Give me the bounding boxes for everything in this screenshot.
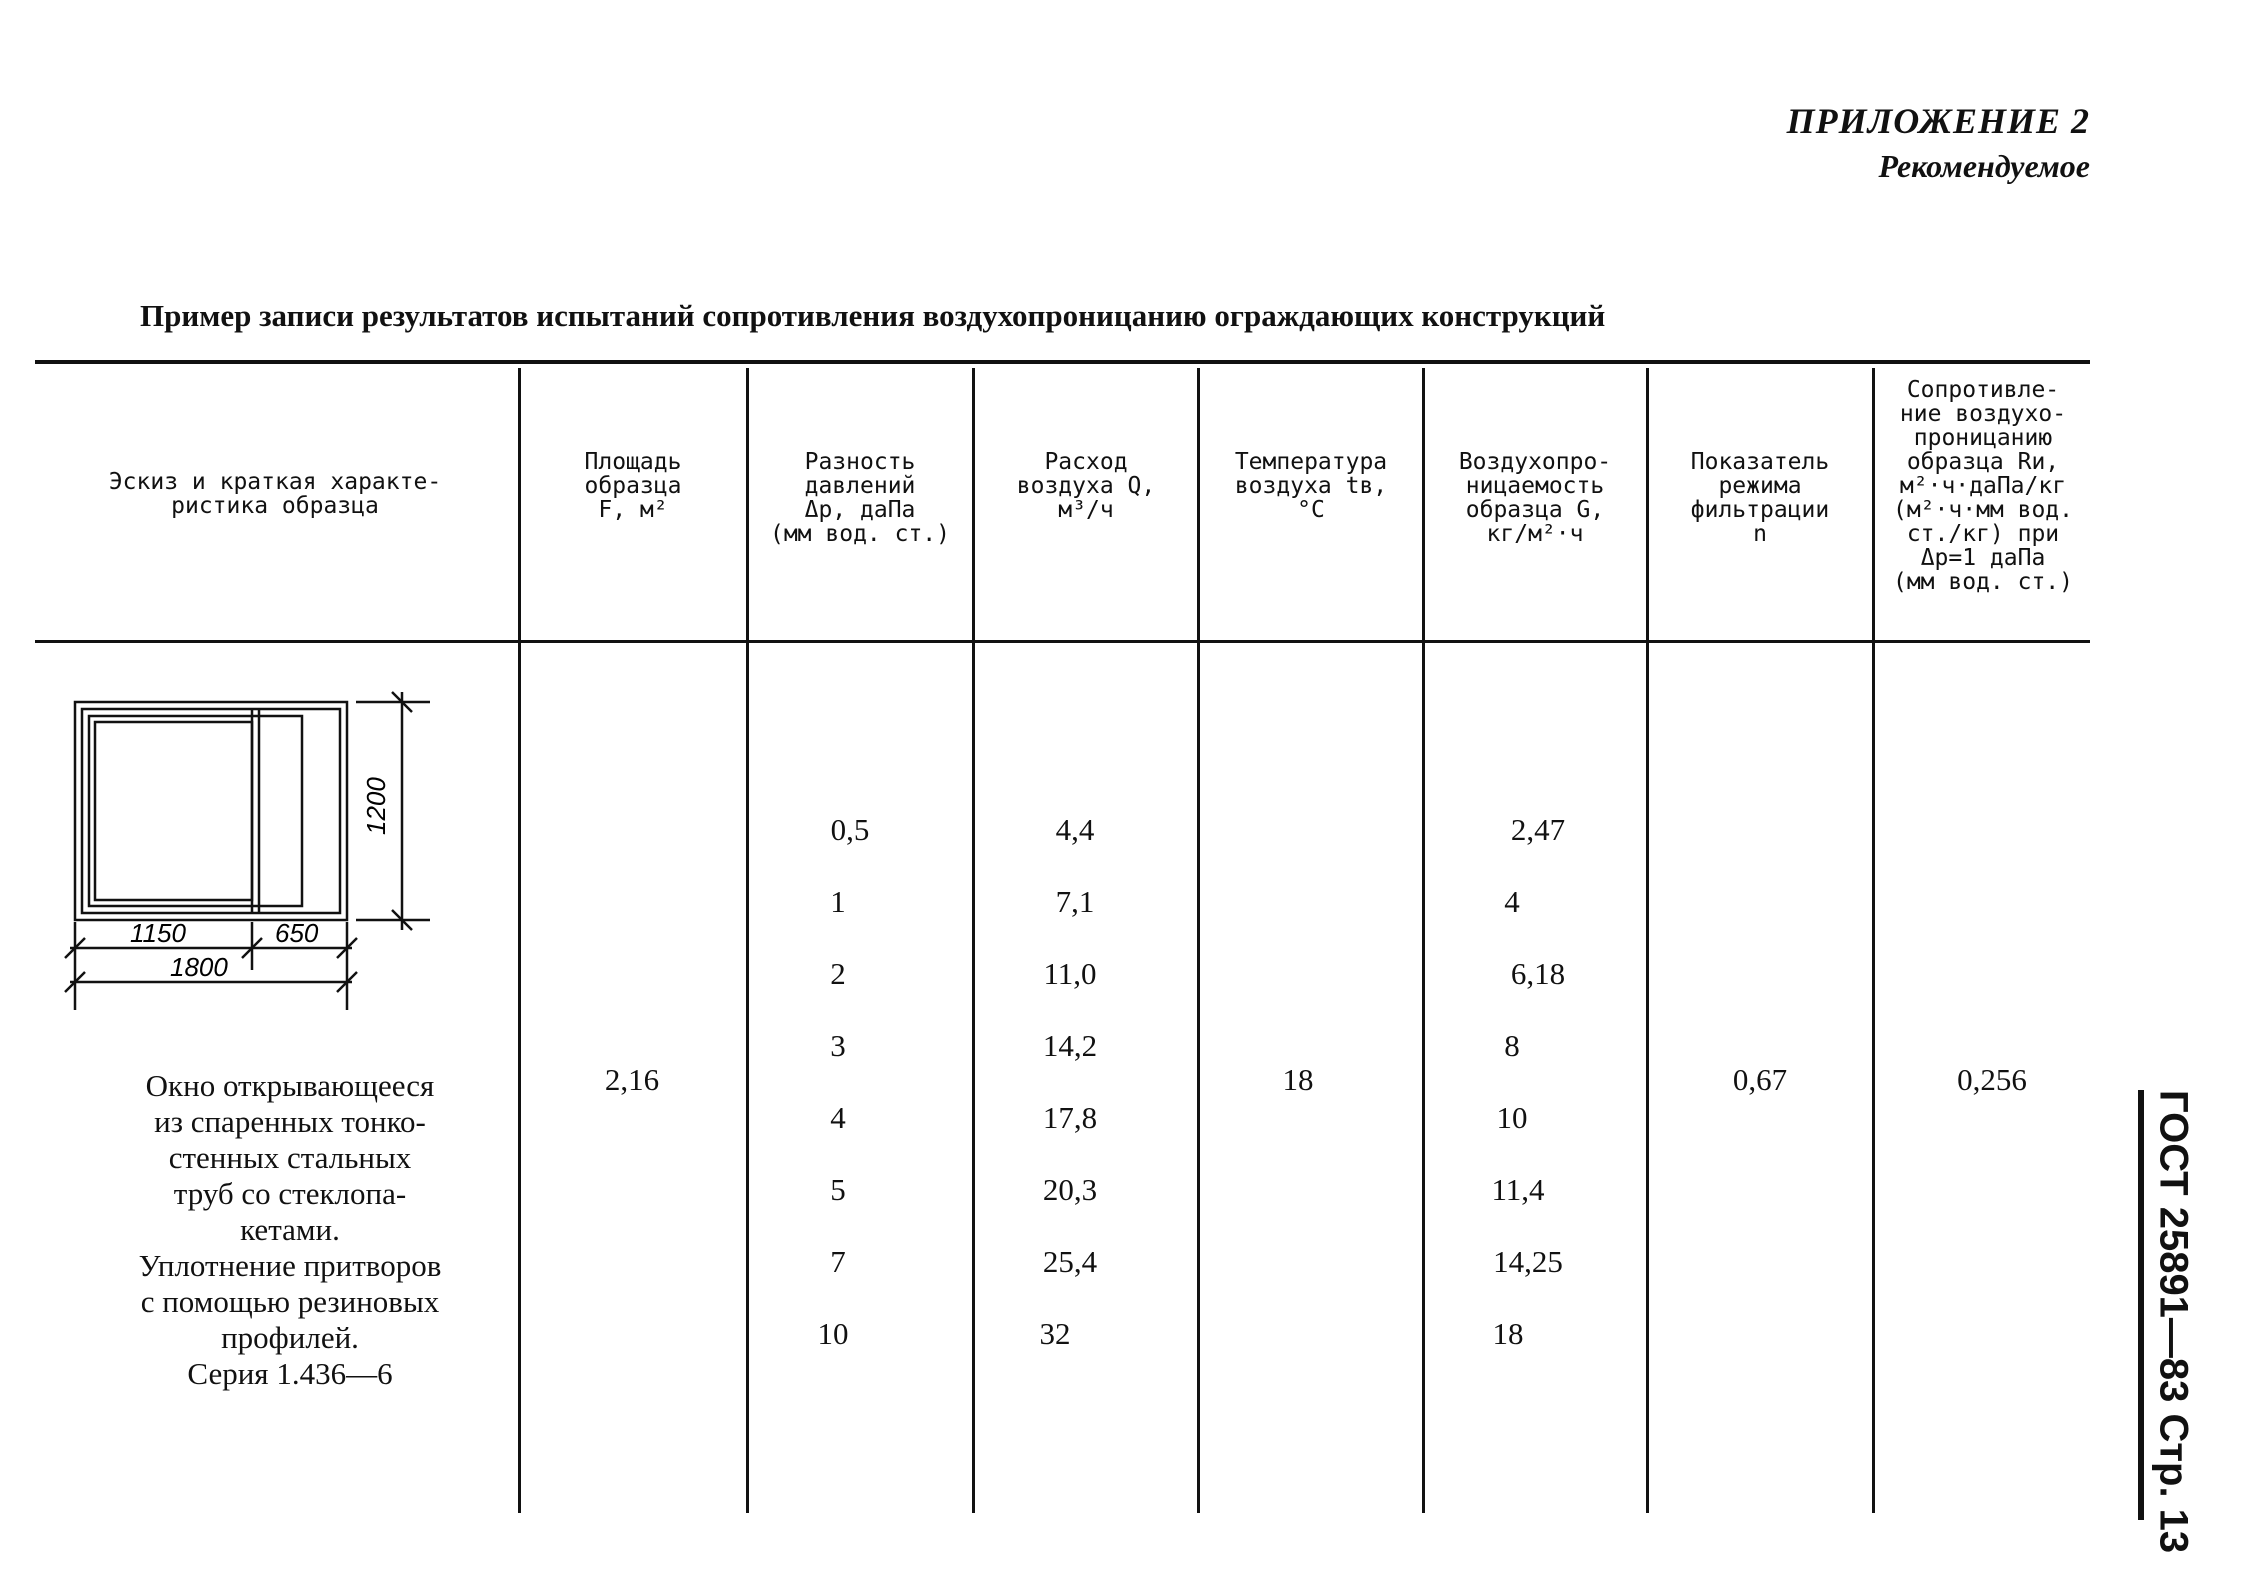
header-pressure-diff: Разность давлений Δp, даПа (мм вод. ст.) [769,449,950,547]
table-row-2-q: 11,0 [1043,956,1097,991]
header-air-temp: Температура воздуха tв, °C [1234,449,1388,523]
table-row-4-q: 17,8 [1042,1100,1098,1135]
column-divider [1422,368,1425,1513]
table-title: Пример записи результатов испытаний сопротивления воздухопроницанию ограждающих конструкций [140,298,1606,333]
table-row-6-q: 25,4 [1042,1244,1098,1279]
area-value: 2,16 [604,1062,660,1097]
window-sketch [60,680,440,1020]
table-row-5-q: 20,3 [1042,1172,1098,1207]
header-bottom-rule [35,640,2090,643]
sample-description: Окно открывающееся из спаренных тонко- стенных стальных труб со стеклопа- кетами. Уплотнение притворов с помощью резиновых профилей. Серия 1.436—6 [138,1068,442,1391]
table-row-7-g: 18 [1492,1316,1524,1351]
table-row-3-q: 14,2 [1042,1028,1098,1063]
table-row-0-q: 4,4 [1055,812,1095,847]
table-row-5-dp: 5 [830,1172,846,1207]
temperature-value: 18 [1282,1062,1314,1097]
filtration-index-value: 0,67 [1732,1062,1788,1097]
margin-gost-text: ГОСТ 25891—83 Стр. 13 [2151,1090,2196,1554]
header-sketch: Эскиз и краткая характе- ристика образца [108,469,442,519]
appendix-status: Рекомендуемое [1878,148,2090,184]
column-divider [518,368,521,1513]
column-divider [746,368,749,1513]
margin-gost-label [2138,1090,2208,1554]
appendix-header [1787,100,2090,185]
table-row-3-dp: 3 [830,1028,846,1063]
table-row-5-g: 11,4 [1491,1172,1545,1207]
table-row-6-g: 14,25 [1493,1244,1563,1279]
table-row-1-dp: 1 [830,884,846,919]
dim-1200: 1200 [361,777,391,835]
header-filtration-index: Показатель режима фильтрации n [1690,449,1830,547]
dim-1800: 1800 [170,952,228,982]
header-resistance: Сопротивле- ние воздухо- проницанию образца Rи, м²·ч·даПа/кг (м²·ч·мм вод. ст./кг) при Δp=1 даПа (мм вод. ст.) [1892,377,2073,595]
table-row-4-g: 10 [1496,1100,1528,1135]
table-row-0-dp: 0,5 [830,812,870,847]
table-row-7-q: 32 [1039,1316,1071,1351]
table-row-0-g: 2,47 [1510,812,1566,847]
header-area: Площадь образца F, м² [584,449,682,523]
header-air-flow: Расход воздуха Q, м³/ч [1016,449,1156,523]
column-divider [1197,368,1200,1513]
table-row-4-dp: 4 [830,1100,846,1135]
appendix-label: ПРИЛОЖЕНИЕ 2 [1786,101,2090,141]
header-air-permeability: Воздухопро- ницаемость образца G, кг/м²·ч [1458,449,1612,547]
table-row-2-g: 6,18 [1510,956,1566,991]
margin-bar [2138,1090,2144,1520]
resistance-value: 0,256 [1957,1062,2027,1097]
table-row-1-g: 4 [1504,884,1520,919]
column-divider [1646,368,1649,1513]
table-top-rule [35,360,2090,364]
table-row-1-q: 7,1 [1055,884,1095,919]
dim-650: 650 [275,918,319,948]
table-row-7-dp: 10 [817,1316,849,1351]
table-row-6-dp: 7 [830,1244,846,1279]
column-divider [972,368,975,1513]
dim-1150: 1150 [130,918,186,948]
table-row-3-g: 8 [1504,1028,1520,1063]
table-row-2-dp: 2 [830,956,846,991]
